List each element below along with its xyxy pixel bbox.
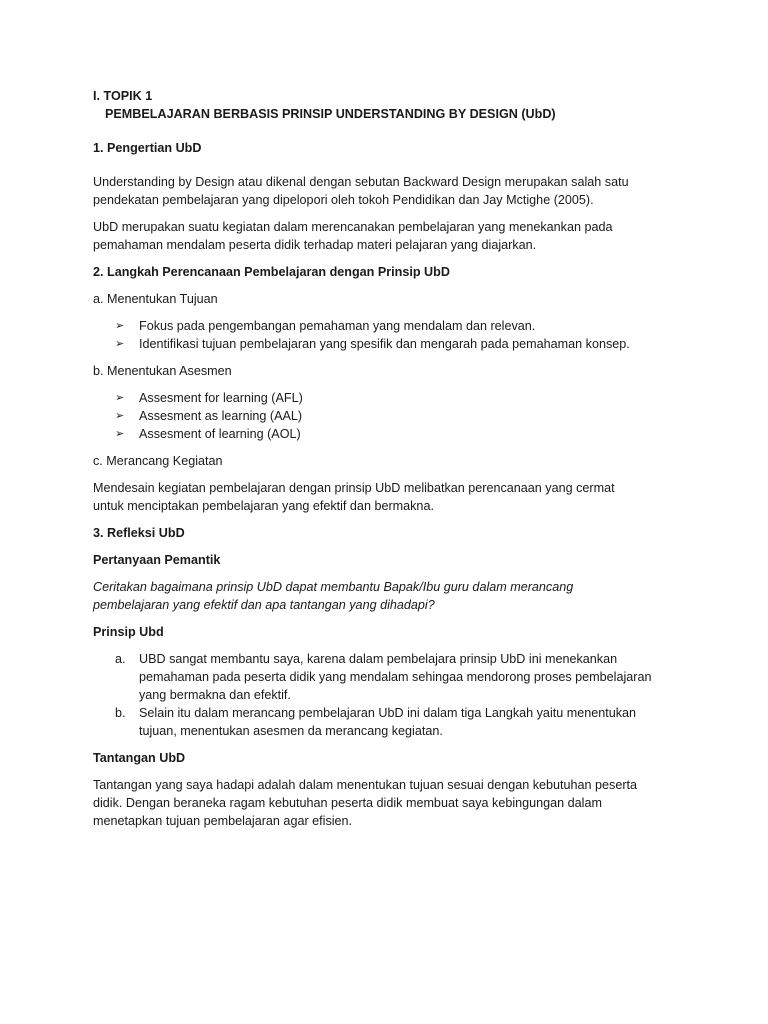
section-2a-list	[93, 317, 693, 353]
text-line: UbD merupakan suatu kegiatan dalam merencanakan pembelajaran yang menekankan pada	[93, 220, 613, 234]
text-line: menetapkan tujuan pembelajaran agar efisien.	[93, 814, 353, 828]
section-2-heading: 2. Langkah Perencanaan Pembelajaran dengan Prinsip UbD	[93, 265, 450, 279]
pemantik-heading: Pertanyaan Pemantik	[93, 553, 221, 567]
list-item-text: Fokus pada pengembangan pemahaman yang mendalam dan relevan.	[139, 319, 536, 333]
text-line: pemahaman pada peserta didik yang mendalam sehingaa mendorong proses pembelajaran	[139, 670, 652, 684]
text-line: Tantangan yang saya hadapi adalah dalam menentukan tujuan sesuai dengan kebutuhan peserta	[93, 778, 638, 792]
list-item-text: Assesment of learning (AOL)	[139, 427, 301, 441]
arrow-bullet-icon: ➢	[115, 410, 125, 422]
tantangan-paragraph	[93, 776, 693, 830]
arrow-bullet-icon: ➢	[115, 392, 125, 404]
list-marker: a.	[115, 652, 126, 666]
list-item-text: Assesment for learning (AFL)	[139, 391, 303, 405]
list-item	[93, 425, 693, 443]
prinsip-list	[93, 650, 693, 740]
section-2b-label: b. Menentukan Asesmen	[93, 364, 232, 378]
section-3-heading: 3. Refleksi UbD	[93, 526, 185, 540]
text-line: Mendesain kegiatan pembelajaran dengan prinsip UbD melibatkan perencanaan yang cermat	[93, 481, 615, 495]
text-line: pembelajaran yang efektif dan apa tantangan yang dihadapi?	[93, 598, 435, 612]
text-line: UBD sangat membantu saya, karena dalam pembelajara prinsip UbD ini menekankan	[139, 652, 618, 666]
text-line: yang bermakna dan efektif.	[139, 688, 291, 702]
list-marker: b.	[115, 706, 126, 720]
text-line: tujuan, menentukan asesmen da merancang kegiatan.	[139, 724, 443, 738]
text-line: Ceritakan bagaimana prinsip UbD dapat membantu Bapak/Ibu guru dalam merancang	[93, 580, 574, 594]
section-2b-list	[93, 389, 693, 443]
arrow-bullet-icon: ➢	[115, 338, 125, 350]
text-line: pemahaman mendalam peserta didik terhadap materi pelajaran yang diajarkan.	[93, 238, 537, 252]
list-item-text: Assesment as learning (AAL)	[139, 409, 303, 423]
section-1-paragraph-1	[93, 173, 693, 209]
text-line: Selain itu dalam merancang pembelajaran UbD ini dalam tiga Langkah yaitu menentukan	[139, 706, 637, 720]
text-line: didik. Dengan beraneka ragam kebutuhan peserta didik membuat saya kebingungan dalam	[93, 796, 602, 810]
list-item	[93, 407, 693, 425]
section-2a-label: a. Menentukan Tujuan	[93, 292, 218, 306]
text-line: Understanding by Design atau dikenal dengan sebutan Backward Design merupakan salah satu	[93, 175, 629, 189]
topic-title: PEMBELAJARAN BERBASIS PRINSIP UNDERSTANDING BY DESIGN (UbD)	[105, 107, 556, 121]
list-item	[93, 389, 693, 407]
pemantik-question	[93, 578, 693, 614]
list-item	[93, 335, 693, 353]
topic-number: I. TOPIK 1	[93, 89, 153, 103]
tantangan-heading: Tantangan UbD	[93, 751, 186, 765]
list-item-text: Identifikasi tujuan pembelajaran yang spesifik dan mengarah pada pemahaman konsep.	[139, 337, 630, 351]
text-line: untuk menciptakan pembelajaran yang efektif dan bermakna.	[93, 499, 434, 513]
document-page	[93, 87, 693, 839]
arrow-bullet-icon: ➢	[115, 428, 125, 440]
arrow-bullet-icon: ➢	[115, 320, 125, 332]
section-2c-label: c. Merancang Kegiatan	[93, 454, 223, 468]
section-1-heading: 1. Pengertian UbD	[93, 141, 202, 155]
list-item	[93, 317, 693, 335]
list-item	[93, 704, 693, 740]
list-item	[93, 650, 693, 704]
text-line: pendekatan pembelajaran yang dipelopori oleh tokoh Pendidikan dan Jay Mctighe (2005).	[93, 193, 594, 207]
section-1-paragraph-2	[93, 218, 693, 254]
prinsip-heading: Prinsip Ubd	[93, 625, 164, 639]
section-2c-paragraph	[93, 479, 693, 515]
